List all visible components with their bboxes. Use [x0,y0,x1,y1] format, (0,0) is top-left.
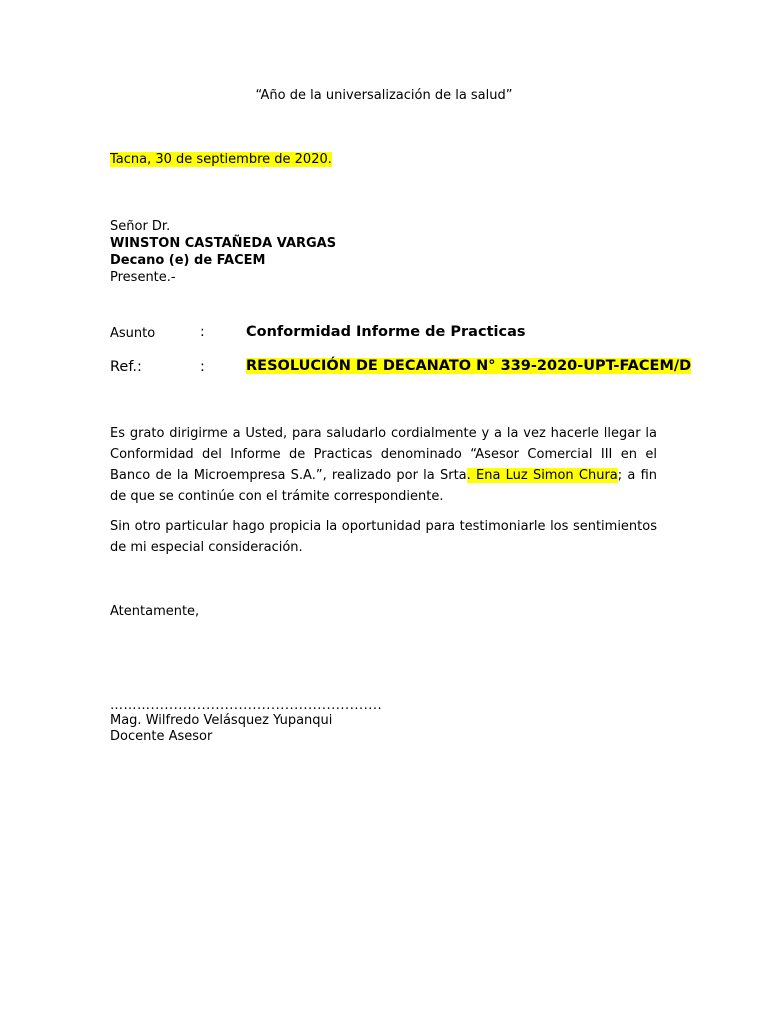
reference-colon: : [200,359,205,375]
signature-line: ……….................................................. [110,698,383,713]
reference-label: Ref.: [110,359,142,375]
year-motto: “Año de la universalización de la salud” [255,88,513,103]
letter-date [110,152,332,167]
signer-block [110,713,332,745]
body-paragraph-1 [110,423,657,507]
subject-value: Conformidad Informe de Practicas [246,324,526,340]
letter-date-text: Tacna, 30 de septiembre de 2020. [110,152,332,167]
recipient-presente: Presente.- [110,270,176,285]
subject-label: Asunto [110,326,156,341]
recipient-name: WINSTON CASTAÑEDA VARGAS [110,236,337,251]
body-paragraph-1-start: Es grato dirigirme a Usted, para saludarlo cordialmente y a la vez hacerle llegar la Conformidad del Informe de Practicas denominado “Asesor Comercial III en el Banco de la Microempresa S.A.”, realizado por la Srta [110,426,657,483]
subject-colon: : [200,324,205,340]
student-name-highlight: . Ena Luz Simon Chura [466,468,618,483]
body-paragraph-1-end: ; a fin de que se continúe con el trámite correspondiente. [110,468,657,504]
reference-value-text: RESOLUCIÓN DE DECANATO N° 339-2020-UPT-FACEM/D [246,358,692,374]
reference-value [246,358,691,374]
signer-title: Docente Asesor [110,729,213,744]
recipient-salutation: Señor Dr. [110,219,171,234]
closing-text: Atentamente, [110,604,200,619]
recipient-position: Decano (e) de FACEM [110,253,266,268]
body-paragraph-2: Sin otro particular hago propicia la oportunidad para testimoniarle los sentimientos de mi especial consideración. [110,519,657,555]
signer-name: Mag. Wilfredo Velásquez Yupanqui [110,713,333,728]
